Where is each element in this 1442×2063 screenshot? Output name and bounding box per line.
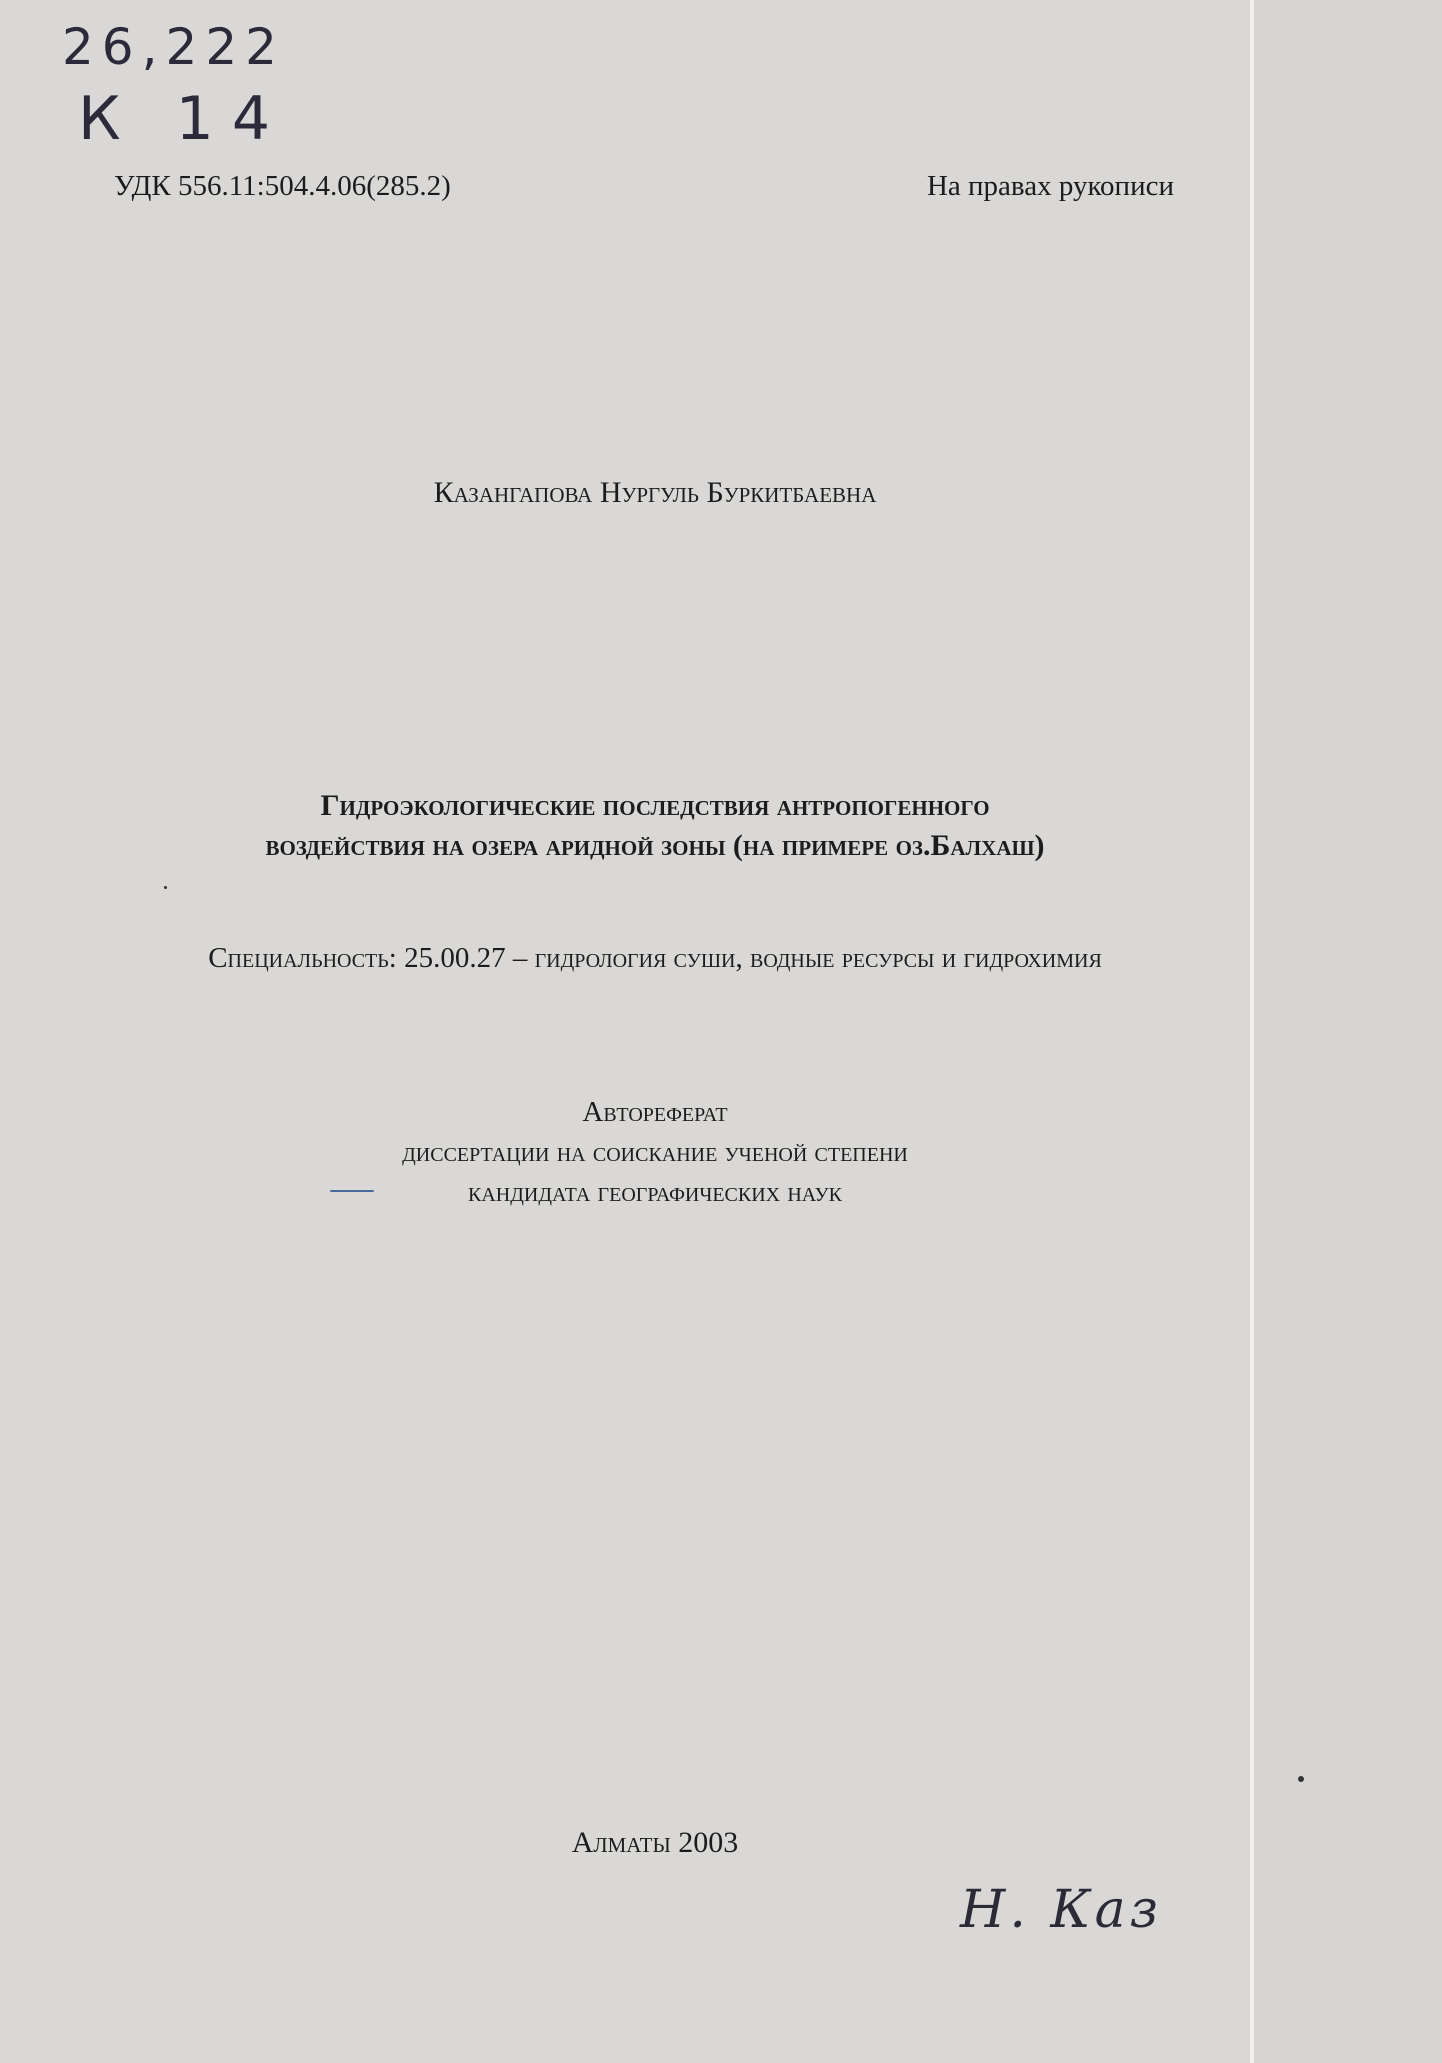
abstract-field-line: кандидата географических наук (468, 1176, 842, 1208)
dissertation-title (0, 786, 1310, 866)
abstract-block (0, 1092, 1310, 1212)
handwritten-call-number: 26,222 (62, 18, 285, 76)
handwritten-shelf-mark: К 14 (78, 84, 289, 154)
abstract-degree-line: диссертации на соискание ученой степени (402, 1136, 908, 1168)
dust-speck (1298, 1776, 1304, 1782)
dust-speck (164, 886, 167, 889)
udk-code: УДК 556.11:504.4.06(285.2) (114, 170, 451, 202)
back-page (1254, 0, 1442, 2063)
city-year: Алматы 2003 (571, 1826, 739, 1859)
rights-note: На правах рукописи (926, 170, 1174, 202)
title-line-2: воздействия на озера аридной зоны (на примере оз.Балхаш) (265, 829, 1045, 862)
author-name: Казангапова Нургуль Буркитбаевна (433, 476, 877, 509)
abstract-heading: Автореферат (582, 1096, 728, 1128)
handwritten-signature: Н. Каз (960, 1880, 1163, 1940)
specialty: Специальность: 25.00.27 – гидрология суши, водные ресурсы и гидрохимия (208, 942, 1102, 974)
title-line-1: Гидроэкологические последствия антропогенного (320, 789, 990, 822)
